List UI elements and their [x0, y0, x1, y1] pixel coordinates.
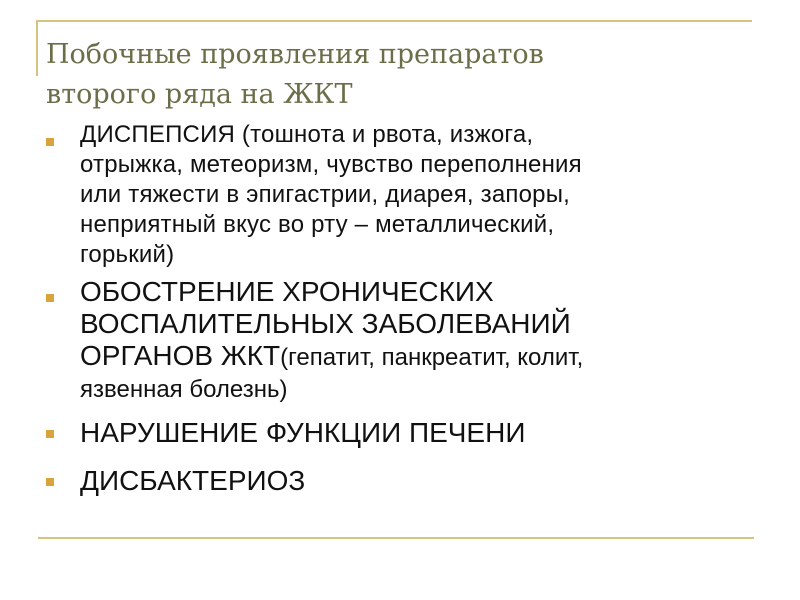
bullet-square-icon [46, 430, 54, 438]
slide-title-line-2: второго ряда на ЖКТ [46, 79, 353, 110]
bullet-line [80, 340, 766, 374]
bullet-line: неприятный вкус во рту – металлический, [80, 211, 555, 238]
bullet-line: ОБОСТРЕНИЕ ХРОНИЧЕСКИХ [80, 276, 494, 307]
bullet-line-upper-part: ОРГАНОВ ЖКТ [80, 340, 281, 371]
bullet-item-liver-function [46, 412, 766, 454]
frame-left-rule [36, 20, 38, 76]
bullet-item-chronic-inflammation [46, 276, 766, 406]
bullet-item-dysbacteriosis [46, 460, 766, 502]
bullet-text [80, 120, 766, 270]
bullet-square-icon [46, 138, 54, 146]
bullet-line: отрыжка, метеоризм, чувство переполнения [80, 151, 582, 178]
bullet-line: горький) [80, 241, 175, 268]
bullet-list [46, 120, 766, 508]
bullet-item-dyspepsia [46, 120, 766, 270]
bullet-text: ДИСБАКТЕРИОЗ [80, 465, 306, 496]
slide-title-line-1: Побочные проявления препаратов [46, 39, 544, 70]
bullet-line: язвенная болезнь) [80, 376, 288, 403]
frame-bottom-rule [38, 537, 754, 539]
bullet-square-icon [46, 478, 54, 486]
bullet-line: ДИСПЕПСИЯ (тошнота и рвота, изжога, [80, 121, 534, 148]
slide-title [46, 35, 736, 115]
bullet-square-icon [46, 294, 54, 302]
bullet-line-lower-part: (гепатит, панкреатит, колит, [280, 344, 584, 371]
bullet-text: НАРУШЕНИЕ ФУНКЦИИ ПЕЧЕНИ [80, 417, 526, 448]
bullet-text [80, 276, 766, 406]
bullet-line: или тяжести в эпигастрии, диарея, запоры, [80, 181, 571, 208]
bullet-line: ВОСПАЛИТЕЛЬНЫХ ЗАБОЛЕВАНИЙ [80, 308, 571, 339]
frame-top-rule [36, 20, 752, 22]
